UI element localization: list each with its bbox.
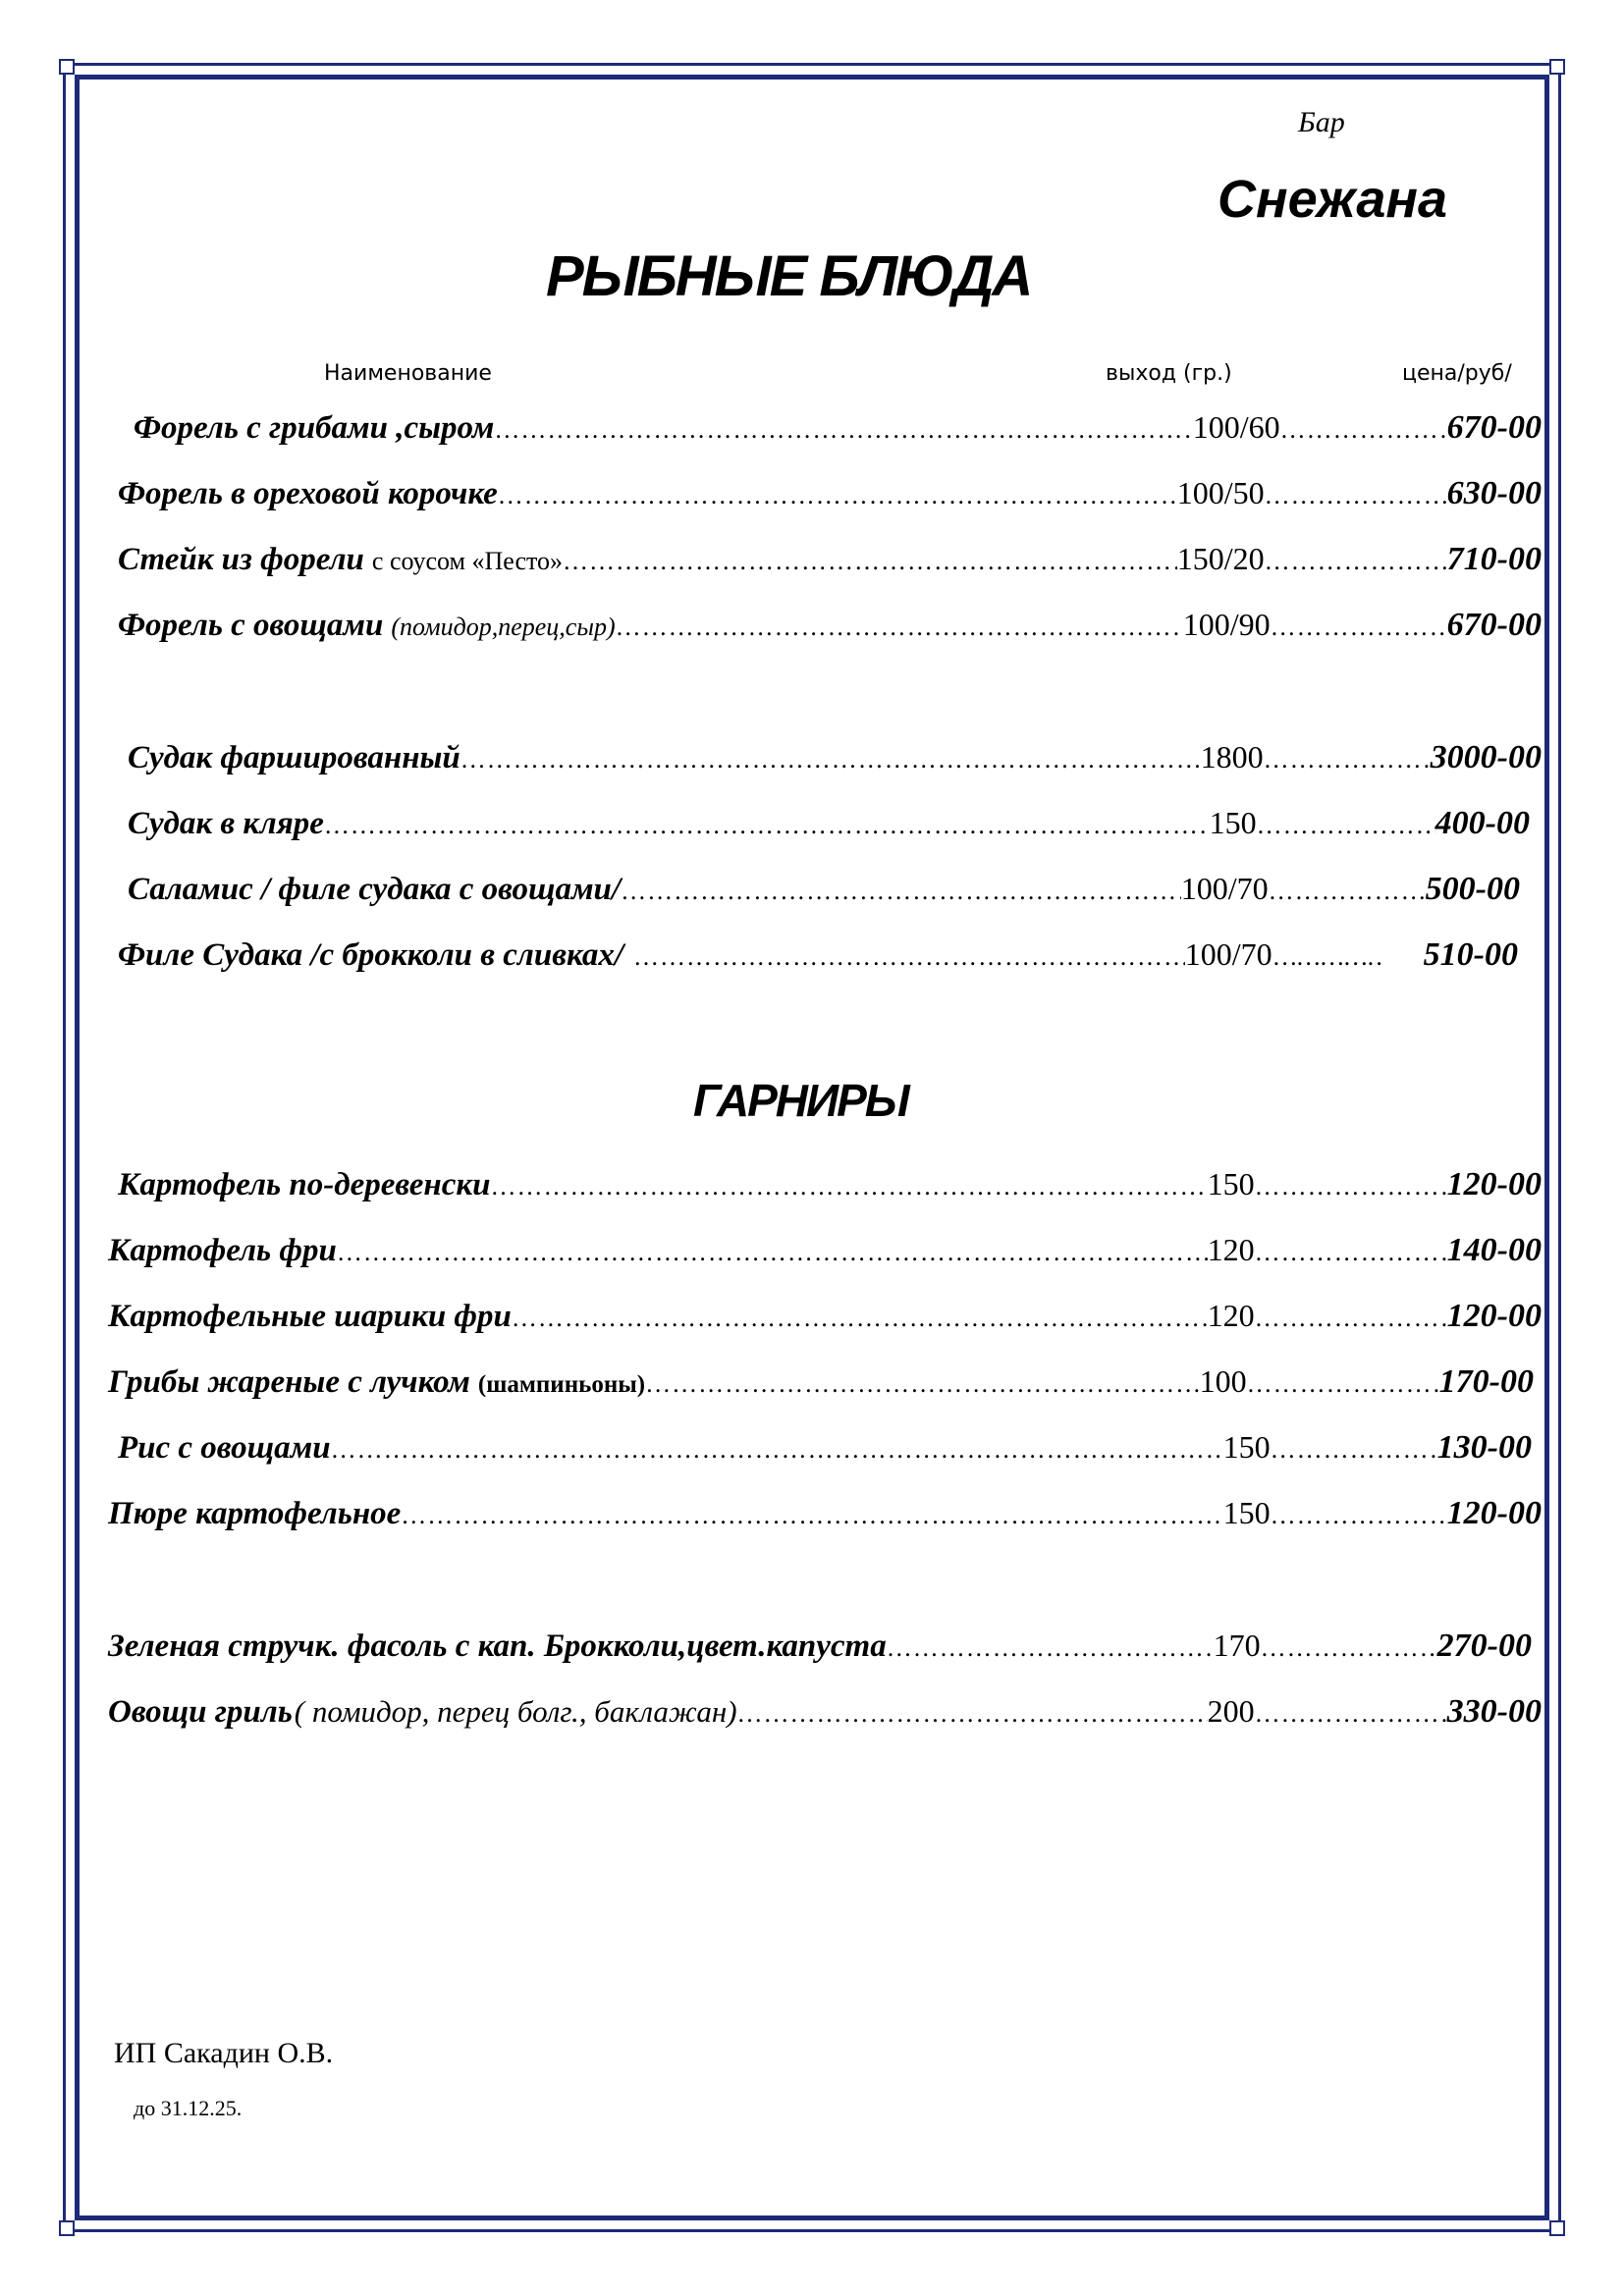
corner-ornament-bottom-right — [1549, 2220, 1565, 2236]
leader-dots — [737, 1699, 1208, 1729]
leader-dots — [1271, 1501, 1447, 1530]
leader-dots — [1255, 1238, 1447, 1267]
menu-item — [108, 409, 1542, 456]
leader-dots — [512, 1304, 1208, 1333]
item-price: 670-00 — [1446, 607, 1542, 643]
fish-section-title: РЫБНЫЕ БЛЮДА — [546, 244, 1032, 308]
leader-dots — [1271, 613, 1447, 642]
item-note: ( помидор, перец болг., баклажан) — [294, 1694, 737, 1729]
menu-item — [108, 936, 1542, 984]
item-name: Судак фаршированный — [128, 740, 460, 775]
menu-item — [108, 607, 1542, 654]
item-name: Картофельные шарики фри — [108, 1299, 512, 1334]
item-price: 130-00 — [1436, 1429, 1532, 1466]
leader-dots — [633, 942, 1185, 972]
item-note: с соусом «Песто» — [371, 547, 564, 575]
leader-dots — [337, 1238, 1208, 1267]
item-name: Грибы жареные с лучком — [108, 1364, 470, 1400]
menu-item — [108, 541, 1542, 588]
leader-dots — [887, 1633, 1214, 1663]
item-price: 400-00 — [1435, 805, 1530, 841]
item-weight: 100/70 — [1184, 936, 1272, 972]
leader-dots — [1257, 811, 1435, 840]
leader-dots — [1265, 481, 1447, 510]
item-weight: 200 — [1207, 1693, 1255, 1729]
item-price: 170-00 — [1438, 1363, 1534, 1400]
item-name: Стейк из форели — [118, 542, 364, 577]
leader-dots — [324, 811, 1210, 840]
menu-item — [108, 1232, 1542, 1279]
item-price: 330-00 — [1446, 1693, 1542, 1730]
item-price: 710-00 — [1446, 541, 1542, 577]
item-weight: 100/50 — [1176, 475, 1265, 510]
item-name: Рис с овощами — [118, 1430, 331, 1466]
valid-until: до 31.12.25. — [134, 2096, 243, 2120]
item-price: 3000-00 — [1430, 739, 1542, 775]
item-price: 120-00 — [1446, 1166, 1542, 1202]
corner-ornament-top-left — [59, 59, 75, 75]
item-weight: 100/60 — [1192, 409, 1280, 445]
item-price: 500-00 — [1425, 871, 1520, 907]
item-name: Форель в ореховой корочке — [118, 476, 498, 511]
leader-dots — [621, 877, 1181, 906]
leader-dots — [1272, 942, 1382, 972]
item-price: 140-00 — [1446, 1232, 1542, 1268]
menu-item — [108, 1298, 1542, 1345]
menu-item — [108, 1363, 1542, 1411]
page-border-inner — [75, 75, 1549, 2220]
leader-dots — [1269, 877, 1426, 906]
leader-dots — [1255, 1304, 1447, 1333]
leader-dots — [1255, 1172, 1447, 1201]
menu-item — [108, 1628, 1542, 1675]
item-name: Овощи гриль — [108, 1694, 293, 1730]
bar-name: Снежана — [1218, 170, 1448, 229]
corner-ornament-top-right — [1549, 59, 1565, 75]
item-price: 510-00 — [1423, 936, 1518, 973]
item-name: Картофель фри — [108, 1233, 337, 1268]
item-note: (шампиньоны) — [477, 1371, 646, 1398]
item-weight: 150 — [1222, 1429, 1271, 1465]
item-weight: 100/90 — [1182, 607, 1271, 642]
item-name: Форель с грибами ,сыром — [134, 410, 495, 446]
leader-dots — [1255, 1699, 1447, 1729]
leader-dots — [401, 1501, 1222, 1530]
item-name: Судак в кляре — [128, 806, 324, 841]
item-price: 120-00 — [1446, 1298, 1542, 1334]
menu-item — [108, 871, 1542, 918]
menu-item — [108, 475, 1542, 522]
item-weight: 150 — [1209, 805, 1257, 840]
leader-dots — [1280, 415, 1447, 445]
corner-ornament-bottom-left — [59, 2220, 75, 2236]
item-weight: 120 — [1207, 1298, 1255, 1333]
menu-item — [108, 1429, 1542, 1476]
item-weight: 100 — [1199, 1363, 1247, 1399]
item-weight: 170 — [1213, 1628, 1261, 1663]
menu-item — [108, 1693, 1542, 1740]
menu-item — [108, 739, 1542, 786]
menu-item — [108, 1495, 1542, 1542]
leader-dots — [1271, 1435, 1437, 1465]
item-price: 270-00 — [1436, 1628, 1532, 1664]
item-weight: 100/70 — [1180, 871, 1269, 906]
item-weight: 150/20 — [1176, 541, 1265, 576]
leader-dots — [1264, 745, 1431, 774]
item-name: Филе Судака /с брокколи в сливках/ — [118, 937, 624, 973]
column-header-name: Наименование — [324, 361, 492, 386]
leader-dots — [1261, 1633, 1437, 1663]
item-weight: 150 — [1207, 1166, 1255, 1201]
item-weight: 1800 — [1200, 739, 1264, 774]
leader-dots — [494, 415, 1192, 445]
menu-item — [108, 805, 1542, 852]
column-header-weight: выход (гр.) — [1106, 361, 1232, 386]
item-price: 630-00 — [1446, 475, 1542, 511]
leader-dots — [460, 745, 1201, 774]
leader-dots — [490, 1172, 1207, 1201]
item-price: 120-00 — [1446, 1495, 1542, 1531]
column-header-price: цена/руб/ — [1402, 361, 1512, 386]
item-weight: 150 — [1222, 1495, 1271, 1530]
bar-label: Бар — [1298, 106, 1345, 138]
leader-dots — [645, 1369, 1200, 1399]
leader-dots — [1265, 547, 1447, 576]
item-name: Саламис / филе судака с овощами/ — [128, 872, 622, 907]
item-note: (помидор,перец,сыр) — [391, 613, 616, 641]
garnish-section-title: ГАРНИРЫ — [693, 1075, 908, 1126]
item-price: 670-00 — [1446, 409, 1542, 446]
owner-name: ИП Сакадин О.В. — [114, 2037, 334, 2069]
leader-dots — [563, 547, 1177, 576]
leader-dots — [331, 1435, 1223, 1465]
item-name: Зеленая стручк. фасоль с кап. Брокколи,цвет.капуста — [108, 1629, 887, 1664]
item-name: Картофель по-деревенски — [118, 1167, 491, 1202]
leader-dots — [498, 481, 1177, 510]
item-name: Пюре картофельное — [108, 1496, 402, 1531]
menu-item — [108, 1166, 1542, 1213]
leader-dots — [616, 613, 1183, 642]
item-name: Форель с овощами — [118, 608, 384, 643]
item-weight: 120 — [1207, 1232, 1255, 1267]
leader-dots — [1247, 1369, 1439, 1399]
